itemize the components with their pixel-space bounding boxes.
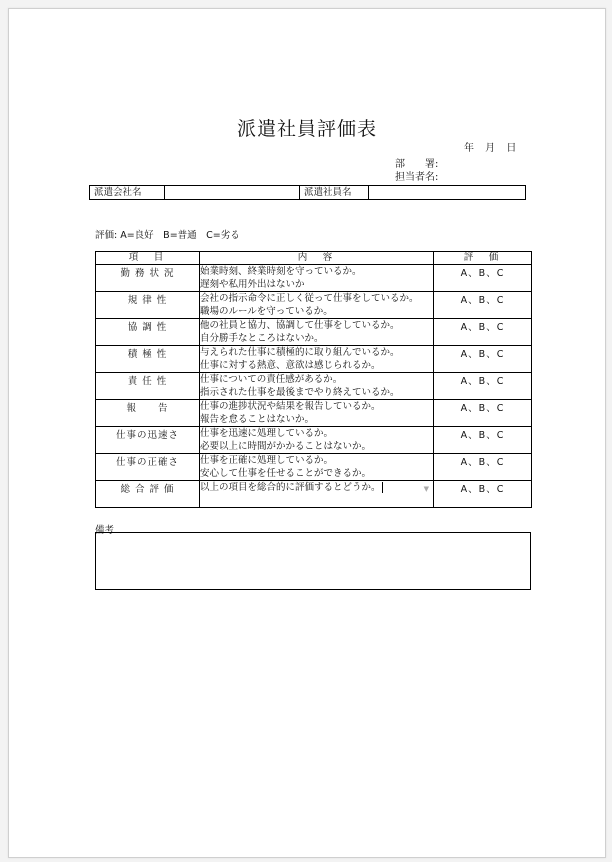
row-content[interactable] <box>200 319 434 346</box>
content-line-active[interactable] <box>200 481 433 494</box>
table-header-row <box>96 252 532 265</box>
row-content[interactable] <box>200 454 434 481</box>
content-line: 自分勝手なところはないか。 <box>200 333 324 344</box>
table-row <box>96 481 532 508</box>
row-grade[interactable]: A、B、C <box>434 481 532 508</box>
document-page <box>8 8 606 858</box>
content-line: 仕事を正確に処理しているか。 <box>200 455 334 466</box>
content-line: 指示された仕事を最後までやり終えているか。 <box>200 387 400 398</box>
row-item: 勤 務 状 況 <box>96 265 200 292</box>
dropdown-arrow-icon[interactable]: ▼ <box>423 485 429 493</box>
employee-value-cell[interactable] <box>369 186 525 199</box>
row-content[interactable] <box>200 292 434 319</box>
row-grade[interactable]: A、B、C <box>434 454 532 481</box>
row-content[interactable] <box>200 481 434 508</box>
row-grade[interactable]: A、B、C <box>434 265 532 292</box>
table-row <box>96 346 532 373</box>
evaluation-table <box>95 251 532 508</box>
employee-label: 派遣社員名 <box>300 186 369 199</box>
header-item: 項 目 <box>96 252 200 265</box>
content-line: 仕事を迅速に処理しているか。 <box>200 428 334 439</box>
table-row <box>96 292 532 319</box>
content-line: 与えられた仕事に積極的に取り組んでいるか。 <box>200 347 400 358</box>
row-item: 責 任 性 <box>96 373 200 400</box>
row-item: 報 告 <box>96 400 200 427</box>
row-content[interactable] <box>200 346 434 373</box>
remarks-label: 備考 <box>95 525 115 536</box>
row-content[interactable] <box>200 400 434 427</box>
content-line: 仕事についての責任感があるか。 <box>200 374 343 385</box>
table-row <box>96 319 532 346</box>
content-line: 職場のルールを守っているか。 <box>200 306 333 317</box>
table-row <box>96 454 532 481</box>
row-grade[interactable]: A、B、C <box>434 373 532 400</box>
table-row <box>96 265 532 292</box>
company-label: 派遣会社名 <box>90 186 165 199</box>
content-line: 仕事の進捗状況や結果を報告しているか。 <box>200 401 381 412</box>
row-grade[interactable]: A、B、C <box>434 346 532 373</box>
content-line: 始業時刻、終業時刻を守っているか。 <box>200 266 362 277</box>
text-cursor <box>382 482 383 493</box>
content-line: 遅刻や私用外出はないか <box>200 279 305 290</box>
table-row <box>96 400 532 427</box>
header-grade: 評 価 <box>434 252 532 265</box>
row-item: 協 調 性 <box>96 319 200 346</box>
row-item: 規 律 性 <box>96 292 200 319</box>
row-content[interactable] <box>200 265 434 292</box>
person-in-charge-label[interactable]: 担当者名: <box>395 172 439 183</box>
date-line[interactable]: 年 月 日 <box>464 143 517 154</box>
content-line: 仕事に対する熱意、意欲は感じられるか。 <box>200 360 381 371</box>
row-grade[interactable]: A、B、C <box>434 319 532 346</box>
row-content[interactable] <box>200 427 434 454</box>
content-line: 安心して仕事を任せることができるか。 <box>200 468 372 479</box>
row-item: 積 極 性 <box>96 346 200 373</box>
dispatch-info-box <box>89 185 526 200</box>
content-line: 他の社員と協力、協調して仕事をしているか。 <box>200 320 400 331</box>
row-grade[interactable]: A、B、C <box>434 400 532 427</box>
content-line: 以上の項目を総合的に評価するとどうか。 <box>200 482 381 493</box>
grade-legend: 評価: A=良好 B=普通 C=劣る <box>95 230 240 241</box>
row-content[interactable] <box>200 373 434 400</box>
content-line: 必要以上に時間がかかることはないか。 <box>200 441 372 452</box>
company-value-cell[interactable] <box>165 186 300 199</box>
row-item: 仕事の正確さ <box>96 454 200 481</box>
remarks-box[interactable] <box>95 532 531 590</box>
row-item: 総 合 評 価 <box>96 481 200 508</box>
page-title: 派遣社員評価表 <box>236 118 377 140</box>
table-row <box>96 427 532 454</box>
table-row <box>96 373 532 400</box>
row-item: 仕事の迅速さ <box>96 427 200 454</box>
department-label[interactable]: 部 署: <box>395 159 439 170</box>
row-grade[interactable]: A、B、C <box>434 292 532 319</box>
content-line: 会社の指示命令に正しく従って仕事をしているか。 <box>200 293 419 304</box>
content-line: 報告を怠ることはないか。 <box>200 414 315 425</box>
header-content: 内 容 <box>200 252 434 265</box>
row-grade[interactable]: A、B、C <box>434 427 532 454</box>
